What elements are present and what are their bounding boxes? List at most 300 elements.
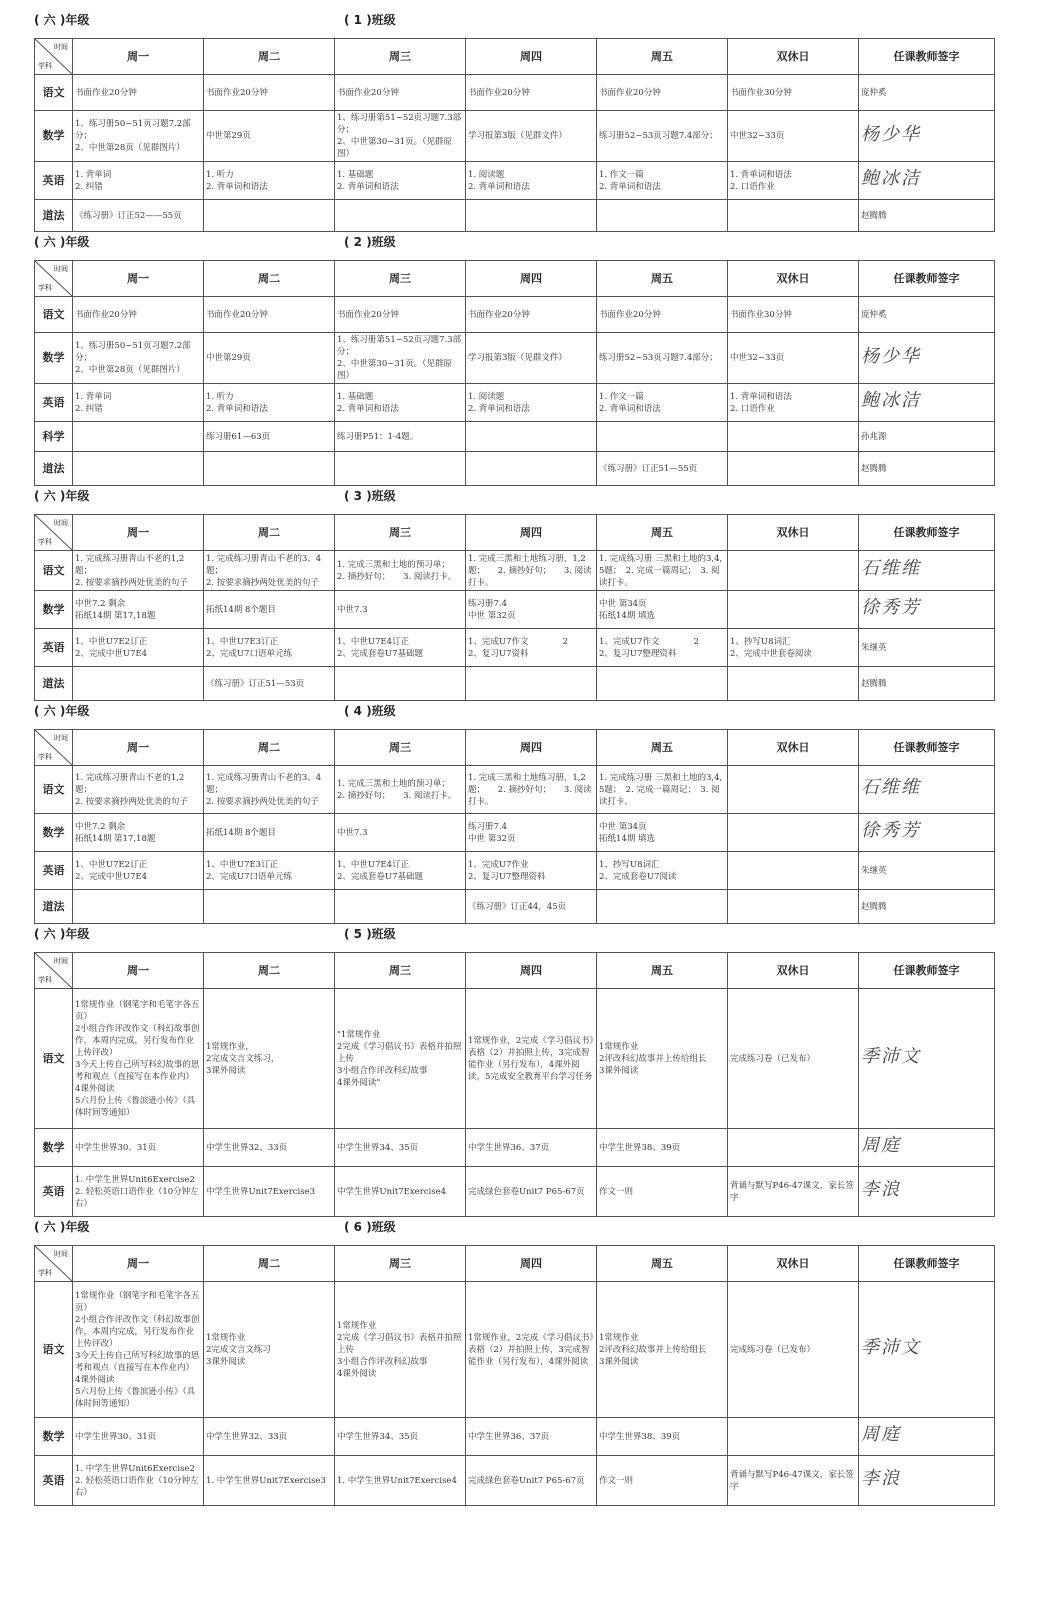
column-header: 周三 [335,730,466,766]
handwritten-signature: 李浪 [861,1179,901,1200]
teacher-name: 赵腾腾 [861,210,887,221]
class-label: ( 2 )班级 [344,235,396,249]
assignment-cell [728,766,859,814]
teacher-signature-cell [859,200,995,232]
column-header: 周二 [204,1246,335,1282]
assignment-cell [466,591,597,629]
corner-time-label: 时间 [54,1250,68,1258]
subject-row [35,852,995,890]
teacher-signature-cell [859,1129,995,1167]
assignment-text: 1. 基础题 2. 背单词和语法 [337,391,399,414]
assignment-cell [204,629,335,667]
class-section [34,486,1014,701]
teacher-signature-cell [859,890,995,924]
handwritten-signature: 徐秀芳 [861,597,921,618]
class-label: ( 1 )班级 [344,13,396,27]
assignment-cell [335,852,466,890]
subject-cell: 数学 [35,814,73,852]
assignment-text: 1. 完成练习册青山不老的1,2题； 2. 按要求摘抄两处优美的句子 [75,553,188,588]
assignment-text: 中学生世界36、37页 [468,1142,550,1153]
assignment-text: 1常规作业（钢笔字和毛笔字各五页） 2小组合作评改作文（科幻故事创作，本周内完成，另行发布作业上传评改） 3今天上传自己所写科幻故事的思考和观点（直接写在本作业内） 4课外阅读 5六月份上传《鲁滨逊小传》（具体时间等通知） [75,999,200,1118]
assignment-cell [73,890,204,924]
assignment-cell [335,989,466,1129]
corner-subject-label: 学科 [38,62,52,70]
assignment-cell [73,111,204,162]
assignment-text: 1. 中学生世界Unit6Exercise2 2. 轻松英语口语作业（10分钟左右） [75,1463,199,1498]
assignment-text: 1. 背单词和语法 2. 口语作业 [730,169,792,192]
assignment-text: 1、练习册50~51页习题7.2部分； 2、中世第28页（见群图片） [75,341,191,375]
assignment-text: 《练习册》订正52——55页 [75,210,182,221]
column-header: 双休日 [728,261,859,297]
column-header: 任课教师签字 [859,730,995,766]
section-caption [34,701,1014,729]
assignment-text: 作文一则 [599,1186,634,1197]
corner-time-label: 时间 [54,43,68,51]
assignment-cell [204,890,335,924]
column-header: 周四 [466,39,597,75]
column-header: 任课教师签字 [859,515,995,551]
teacher-signature-cell [859,667,995,701]
teacher-signature-cell [859,111,995,162]
assignment-text: 书面作业20分钟 [468,309,530,320]
assignment-cell [728,890,859,924]
corner-subject-label: 学科 [38,976,52,984]
assignment-text: 练习册7.4 中世 第32页 [468,598,516,621]
assignment-cell [597,766,728,814]
assignment-text: 1常规作业， 2完成文言文练习， 3课外阅读 [206,1041,280,1076]
assignment-text: 练习册61—63页 [206,431,271,442]
assignment-cell [204,333,335,384]
column-header: 周二 [204,730,335,766]
assignment-cell [597,422,728,452]
handwritten-signature: 季沛文 [861,1337,921,1358]
corner-cell [35,730,73,766]
assignment-text: 1. 听力 2. 背单词和语法 [206,391,268,414]
assignment-cell [728,989,859,1129]
assignment-text: 1. 完成三黑和土地的预习单； 2. 摘抄好句； 3. 阅读打卡。 [337,778,457,801]
assignment-cell [335,162,466,200]
assignment-cell [73,75,204,111]
assignment-cell [597,551,728,591]
assignment-text: 1. 完成三黑和土地练习册，1,2题； 2. 摘抄好句； 3. 阅读打卡。 [468,553,592,588]
assignment-cell [728,452,859,486]
corner-cell [35,1246,73,1282]
class-section [34,232,1014,486]
subject-cell: 英语 [35,1167,73,1217]
assignment-text: 1、练习册第51~52页习题7.3部分； 2、中世第30~31页。（见群原图） [337,335,462,381]
subject-cell: 道法 [35,200,73,232]
column-header: 周二 [204,515,335,551]
assignment-cell [597,629,728,667]
assignment-cell [728,591,859,629]
assignment-cell [728,297,859,333]
assignment-cell [73,297,204,333]
assignment-cell [73,1129,204,1167]
header-row [35,39,995,75]
corner-time-label: 时间 [54,519,68,527]
assignment-cell [204,667,335,701]
grade-label: ( 六 )年级 [34,927,90,941]
assignment-text: 1. 阅读题 2. 背单词和语法 [468,391,530,414]
subject-row [35,591,995,629]
assignment-cell [597,162,728,200]
subject-cell: 英语 [35,162,73,200]
assignment-cell [204,384,335,422]
subject-row [35,1282,995,1418]
assignment-text: 1、练习册50~51页习题7.2部分； 2、中世第28页（见群图片） [75,119,191,153]
subject-row [35,1456,995,1506]
column-header: 周五 [597,953,728,989]
assignment-cell [728,333,859,384]
teacher-name: 朱继英 [861,642,887,653]
assignment-cell [728,422,859,452]
assignment-text: 书面作业20分钟 [468,87,530,98]
corner-time-label: 时间 [54,265,68,273]
assignment-text: 书面作业30分钟 [730,309,792,320]
teacher-signature-cell [859,766,995,814]
assignment-text: 背诵与默写P46-47课文，家长签字 [730,1469,854,1492]
assignment-cell [204,1418,335,1456]
assignment-cell [597,667,728,701]
assignment-text: 1、中世U7E4订正 2、完成套卷U7基础题 [337,636,423,659]
assignment-text: 完成绿色套卷Unit7 P65-67页 [468,1475,585,1486]
class-label: ( 5 )班级 [344,927,396,941]
assignment-cell [335,814,466,852]
assignment-text: 1. 完成三黑和土地的预习单； 2. 摘抄好句； 3. 阅读打卡。 [337,559,457,582]
column-header: 周一 [73,953,204,989]
assignment-text: 1. 完成练习册 三黑和土地的3,4,5题； 2. 完成一篇周记； 3. 阅读打卡。 [599,772,723,807]
class-section [34,1217,1014,1506]
assignment-cell [728,1167,859,1217]
assignment-cell [73,551,204,591]
assignment-text: 1. 完成三黑和土地练习册，1,2题； 2. 摘抄好句； 3. 阅读打卡。 [468,772,592,807]
assignment-text: 1. 中学生世界Unit7Exercise4 [337,1475,457,1486]
assignment-text: 中学生世界36、37页 [468,1431,550,1442]
header-row [35,730,995,766]
column-header: 双休日 [728,515,859,551]
class-section [34,924,1014,1217]
subject-cell: 语文 [35,989,73,1129]
column-header: 周一 [73,1246,204,1282]
assignment-cell [597,814,728,852]
subject-cell: 语文 [35,297,73,333]
assignment-text: 中世 第34页 拓纸14期 填选 [599,598,656,621]
section-caption [34,486,1014,514]
subject-cell: 数学 [35,591,73,629]
assignment-cell [204,591,335,629]
assignment-text: 中世7.2 剩余 拓纸14期 第17,18题 [75,598,156,621]
corner-subject-label: 学科 [38,1269,52,1277]
assignment-cell [73,591,204,629]
section-caption [34,10,1014,38]
teacher-name: 赵腾腾 [861,463,887,474]
assignment-text: 中学生世界34、35页 [337,1431,419,1442]
assignment-text: 中学生世界32、33页 [206,1431,288,1442]
assignment-cell [728,852,859,890]
teacher-name: 赵腾腾 [861,901,887,912]
teacher-signature-cell [859,989,995,1129]
handwritten-signature: 石维维 [861,558,921,579]
assignment-text: 1、完成U7作文 2 2、复习U7资料 [468,636,568,659]
teacher-signature-cell [859,1167,995,1217]
assignment-cell [204,162,335,200]
assignment-text: 1、中世U7E3订正 2、完成U7口语单元练 [206,636,292,659]
teacher-signature-cell [859,384,995,422]
header-row [35,515,995,551]
column-header: 周一 [73,39,204,75]
subject-cell: 英语 [35,852,73,890]
subject-cell: 语文 [35,766,73,814]
assignment-text: 背诵与默写P46-47课文，家长签字 [730,1180,854,1203]
assignment-cell [597,1418,728,1456]
assignment-cell [728,551,859,591]
assignment-text: 中世 第34页 拓纸14期 填选 [599,821,656,844]
assignment-cell [204,111,335,162]
grade-label: ( 六 )年级 [34,489,90,503]
column-header: 周四 [466,1246,597,1282]
assignment-cell [597,1167,728,1217]
column-header: 双休日 [728,1246,859,1282]
assignment-text: 1、抄写U8词汇 2、完成套卷U7阅读 [599,859,677,882]
teacher-name: 庞仲奚 [861,87,887,98]
assignment-cell [728,200,859,232]
assignment-cell [466,422,597,452]
assignment-cell [335,384,466,422]
assignment-cell [597,384,728,422]
subject-row [35,766,995,814]
assignment-cell [204,75,335,111]
subject-cell: 英语 [35,384,73,422]
class-label: ( 6 )班级 [344,1220,396,1234]
assignment-text: 学习报第3版（见群文件） [468,131,567,141]
assignment-cell [335,591,466,629]
assignment-cell [466,667,597,701]
assignment-text: 中学生世界Unit7Exercise4 [337,1186,447,1197]
assignment-text: 练习册52~53页习题7.4部分； [599,353,718,363]
corner-subject-label: 学科 [38,538,52,546]
column-header: 周五 [597,515,728,551]
assignment-text: 拓纸14期 8个题目 [206,604,276,615]
assignment-cell [728,629,859,667]
teacher-signature-cell [859,591,995,629]
corner-cell [35,261,73,297]
subject-cell: 数学 [35,333,73,384]
column-header: 周四 [466,730,597,766]
assignment-cell [466,1129,597,1167]
assignment-text: 1、中世U7E2订正 2、完成中世U7E4 [75,859,148,882]
handwritten-signature: 周庭 [861,1135,901,1156]
assignment-text: 1. 作文一篇 2. 背单词和语法 [599,391,661,414]
assignment-cell [335,667,466,701]
assignment-text: 书面作业20分钟 [75,309,137,320]
assignment-text: 1常规作业 2评改科幻故事并上传给组长 3课外阅读 [599,1332,707,1367]
class-label: ( 3 )班级 [344,489,396,503]
assignment-text: 拓纸14期 8个题目 [206,827,276,838]
assignment-text: 1、完成U7作业 2、复习U7整理资料 [468,859,546,882]
assignment-text: 中世32~33页 [730,353,785,363]
assignment-cell [466,333,597,384]
teacher-signature-cell [859,422,995,452]
teacher-name: 赵腾腾 [861,678,887,689]
assignment-text: 完成练习卷（已发布） [730,1344,816,1355]
class-label: ( 4 )班级 [344,704,396,718]
assignment-cell [466,852,597,890]
assignment-cell [597,890,728,924]
assignment-text: 1、练习册第51~52页习题7.3部分； 2、中世第30~31页。（见群原图） [337,113,462,159]
assignment-cell [204,1282,335,1418]
assignment-cell [466,551,597,591]
assignment-cell [73,667,204,701]
assignment-cell [597,200,728,232]
assignment-cell [728,162,859,200]
homework-document [34,10,1014,1506]
assignment-text: 1、中世U7E4订正 2、完成套卷U7基础题 [337,859,423,882]
assignment-cell [466,162,597,200]
assignment-cell [335,890,466,924]
subject-row [35,384,995,422]
assignment-cell [728,1129,859,1167]
assignment-cell [466,384,597,422]
subject-row [35,75,995,111]
subject-row [35,200,995,232]
column-header: 双休日 [728,953,859,989]
assignment-cell [597,297,728,333]
assignment-cell [73,384,204,422]
assignment-text: 书面作业30分钟 [730,87,792,98]
assignment-cell [466,1282,597,1418]
assignment-text: 《练习册》订正51—55页 [599,463,698,474]
assignment-cell [728,75,859,111]
subject-row [35,297,995,333]
assignment-cell [335,1129,466,1167]
assignment-cell [204,422,335,452]
assignment-cell [335,766,466,814]
subject-cell: 道法 [35,667,73,701]
assignment-cell [597,989,728,1129]
assignment-text: 完成绿色套卷Unit7 P65-67页 [468,1186,585,1197]
assignment-text: 中学生世界30、31页 [75,1431,157,1442]
column-header: 周五 [597,39,728,75]
assignment-cell [466,989,597,1129]
subject-row [35,1167,995,1217]
assignment-cell [73,1282,204,1418]
assignment-cell [728,1282,859,1418]
column-header: 任课教师签字 [859,261,995,297]
column-header: 周二 [204,261,335,297]
assignment-text: 中世32~33页 [730,131,785,141]
teacher-signature-cell [859,1456,995,1506]
assignment-cell [73,1418,204,1456]
assignment-cell [728,111,859,162]
assignment-cell [73,852,204,890]
assignment-text: 1. 中学生世界Unit7Exercise3 [206,1475,326,1486]
assignment-cell [597,591,728,629]
assignment-text: 1常规作业（钢笔字和毛笔字各五页） 2小组合作评改作文（科幻故事创作，本周内完成，另行发布作业上传评改） 3今天上传自己所写科幻故事的思考和观点（直接写在本作业内） 4课外阅读 5六月份上传《鲁滨逊小传》（具体时间等通知） [75,1290,200,1409]
assignment-text: 1. 中学生世界Unit6Exercise2 2. 轻松英语口语作业（10分钟左右） [75,1174,199,1209]
assignment-text: 1、完成U7作文 2 2、复习U7整理资料 [599,636,699,659]
assignment-text: 作文一则 [599,1475,634,1486]
assignment-text: 1. 基础题 2. 背单词和语法 [337,169,399,192]
grade-label: ( 六 )年级 [34,13,90,27]
class-section [34,701,1014,924]
column-header: 双休日 [728,39,859,75]
corner-cell [35,39,73,75]
teacher-signature-cell [859,75,995,111]
assignment-text: 中世第29页 [206,353,251,363]
assignment-cell [204,1456,335,1506]
column-header: 双休日 [728,730,859,766]
assignment-text: 中学生世界38、39页 [599,1431,681,1442]
subject-row [35,667,995,701]
assignment-cell [597,1456,728,1506]
assignment-cell [466,1418,597,1456]
corner-subject-label: 学科 [38,753,52,761]
corner-subject-label: 学科 [38,284,52,292]
assignment-cell [335,1282,466,1418]
assignment-cell [335,1167,466,1217]
teacher-signature-cell [859,852,995,890]
assignment-text: 书面作业20分钟 [337,309,399,320]
column-header: 周三 [335,261,466,297]
assignment-text: 书面作业20分钟 [337,87,399,98]
section-caption [34,1217,1014,1245]
teacher-signature-cell [859,297,995,333]
assignment-cell [728,1456,859,1506]
assignment-text: 练习册7.4 中世 第32页 [468,821,516,844]
teacher-signature-cell [859,333,995,384]
assignment-cell [204,200,335,232]
subject-cell: 语文 [35,1282,73,1418]
assignment-text: 中学生世界38、39页 [599,1142,681,1153]
subject-row [35,162,995,200]
assignment-text: 1. 完成练习册 三黑和土地的3,4,5题； 2. 完成一篇周记； 3. 阅读打卡。 [599,553,723,588]
column-header: 周一 [73,261,204,297]
column-header: 任课教师签字 [859,39,995,75]
assignment-cell [335,1418,466,1456]
header-row [35,953,995,989]
column-header: 周一 [73,515,204,551]
subject-row [35,1129,995,1167]
handwritten-signature: 鲍冰洁 [861,390,921,411]
subject-cell: 语文 [35,551,73,591]
assignment-cell [335,200,466,232]
assignment-text: 学习报第3版（见群文件） [468,353,567,363]
homework-table [34,1245,995,1506]
handwritten-signature: 杨少华 [861,123,921,145]
assignment-text: 书面作业20分钟 [75,87,137,98]
assignment-text: 1. 阅读题 2. 背单词和语法 [468,169,530,192]
assignment-text: 1常规作业，2完成《学习倡议书》表格（2）并拍照上传，3完成智能作业（另行发布），4课外阅读 [468,1332,594,1367]
column-header: 周五 [597,1246,728,1282]
teacher-signature-cell [859,1282,995,1418]
subject-cell: 英语 [35,629,73,667]
teacher-name: 朱继英 [861,865,887,876]
subject-row [35,814,995,852]
assignment-cell [335,452,466,486]
assignment-cell [466,75,597,111]
assignment-text: 1. 听力 2. 背单词和语法 [206,169,268,192]
class-section [34,10,1014,232]
assignment-cell [597,852,728,890]
subject-cell: 道法 [35,452,73,486]
assignment-text: 练习册52~53页习题7.4部分； [599,131,718,141]
assignment-cell [597,111,728,162]
column-header: 周三 [335,515,466,551]
assignment-text: 1常规作业 2完成文言文练习 3课外阅读 [206,1332,271,1367]
assignment-text: 中世第29页 [206,131,251,141]
assignment-text: 中学生世界32、33页 [206,1142,288,1153]
assignment-text: 《练习册》订正51—53页 [206,678,305,689]
